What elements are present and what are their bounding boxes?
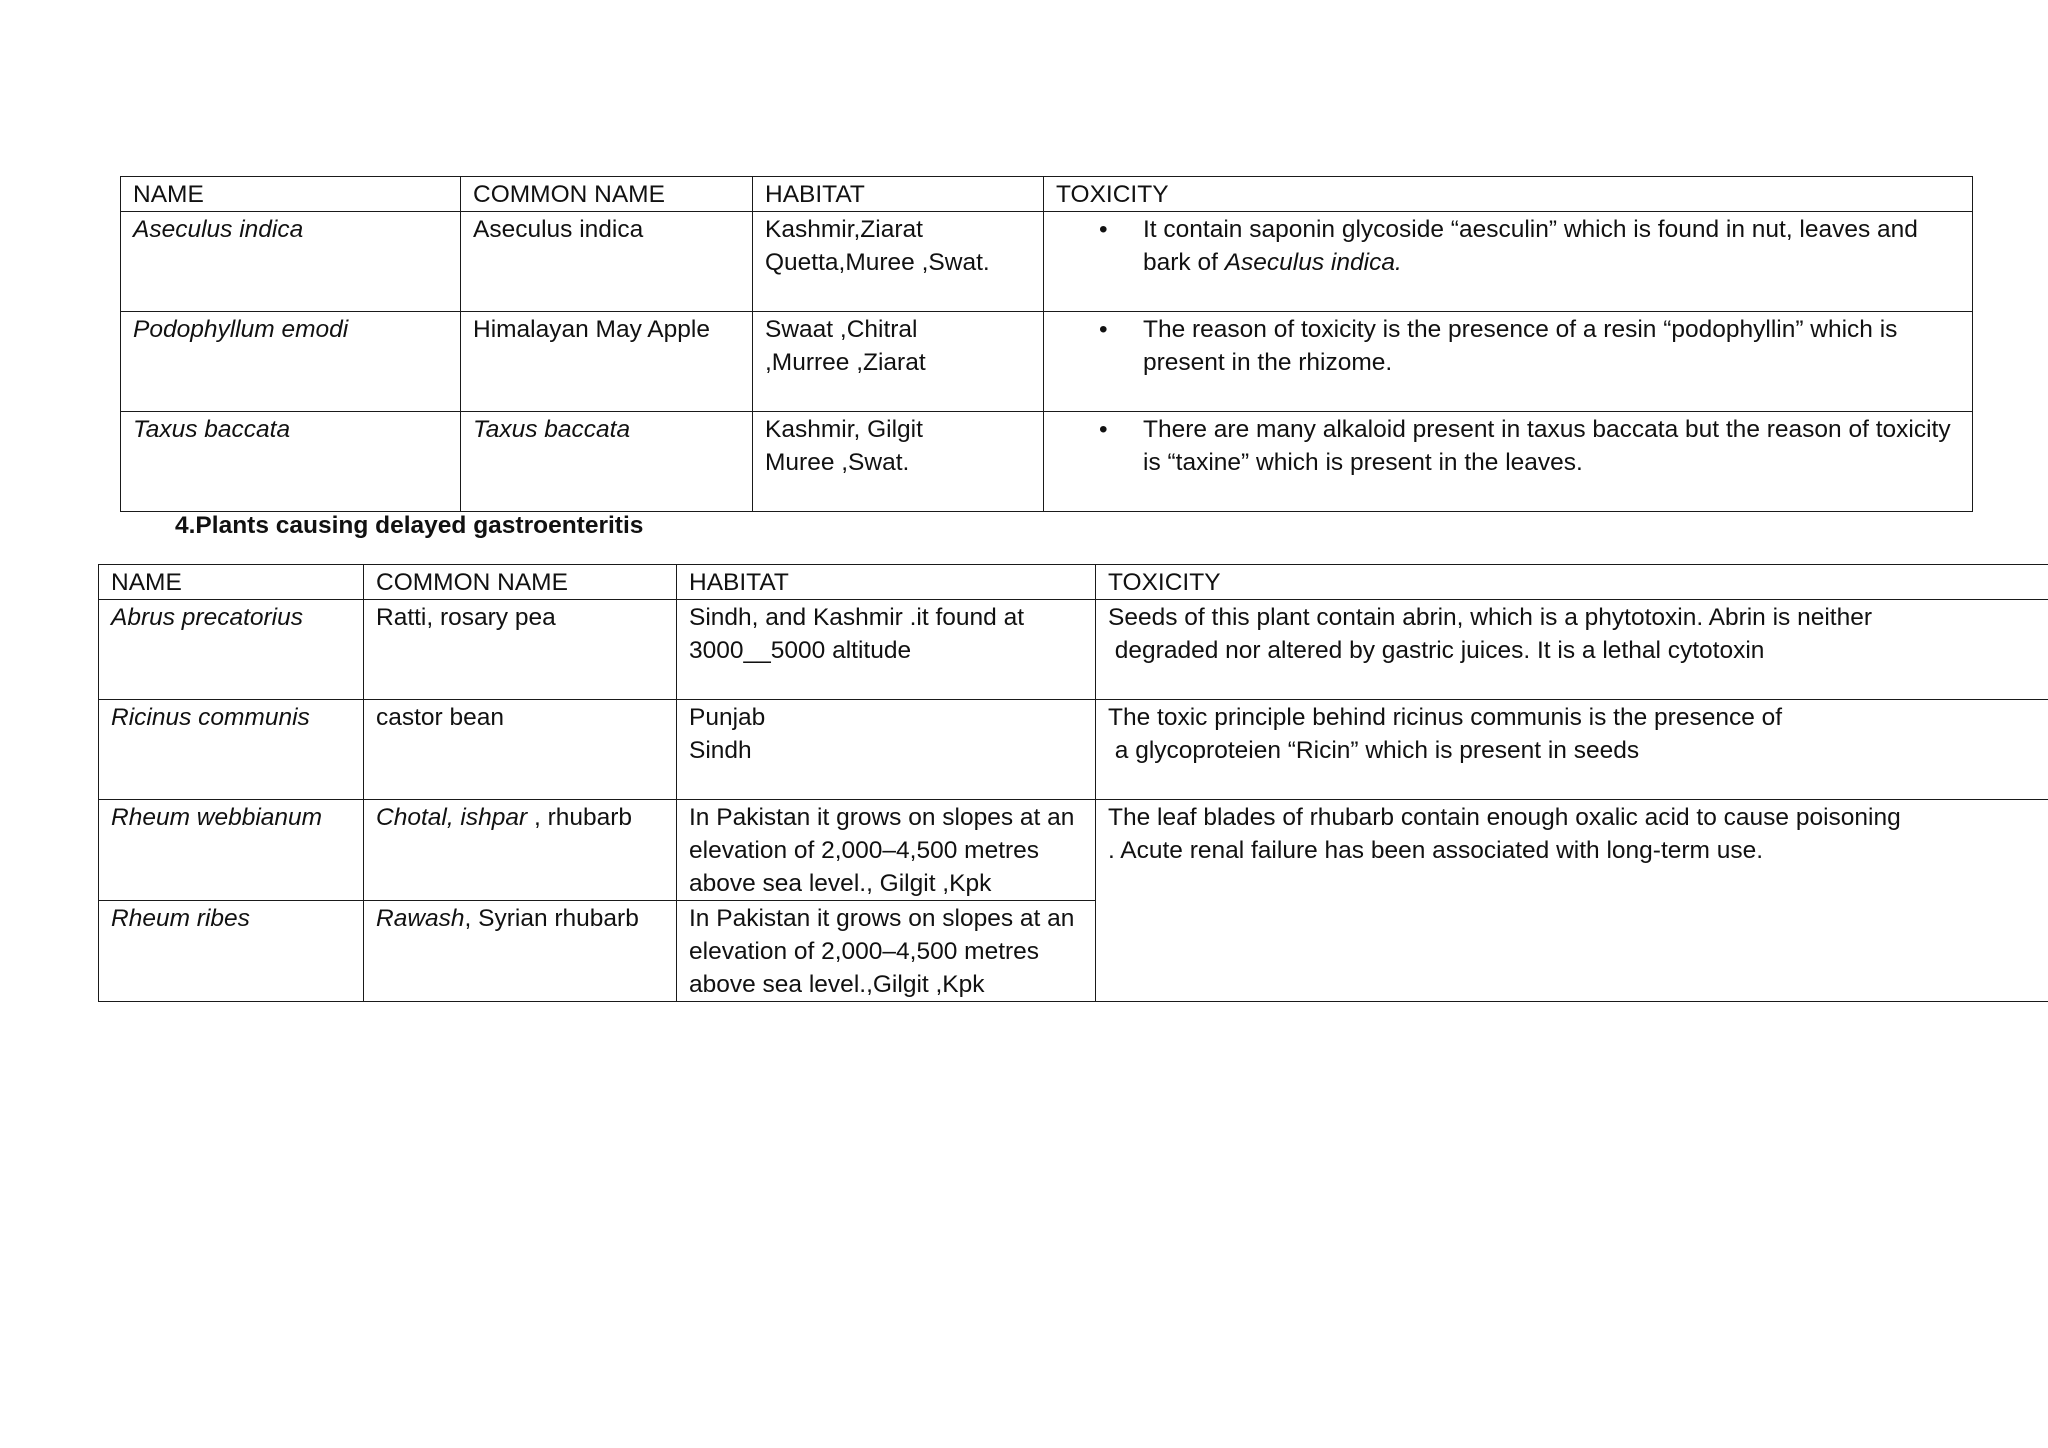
toxicity-line: Seeds of this plant contain abrin, which is a phytotoxin. Abrin is neither xyxy=(1108,604,1873,631)
cell-habitat xyxy=(753,212,1044,312)
cell-name: Taxus baccata xyxy=(121,412,461,512)
toxicity-list xyxy=(1056,313,1960,379)
table-row xyxy=(121,212,1973,312)
cell-common-name: Ratti, rosary pea xyxy=(364,600,677,700)
cell-name: Aseculus indica xyxy=(121,212,461,312)
cell-name: Rheum ribes xyxy=(99,901,364,1002)
cell-common-name: castor bean xyxy=(364,700,677,800)
toxicity-line: The leaf blades of rhubarb contain enough oxalic acid to cause poisoning xyxy=(1108,804,1901,831)
cell-common-name: Himalayan May Apple xyxy=(461,312,753,412)
table-row xyxy=(121,412,1973,512)
cell-habitat xyxy=(677,700,1096,800)
header-common-name: COMMON NAME xyxy=(364,565,677,600)
toxicity-text: It contain saponin glycoside “aesculin” which is found in nut, leaves and bark of xyxy=(1143,216,1918,276)
habitat-line: Muree ,Swat. xyxy=(765,449,910,476)
toxicity-species-italic: Aseculus indica. xyxy=(1224,249,1402,276)
habitat-line: above sea level., Gilgit ,Kpk xyxy=(689,870,992,897)
cell-habitat xyxy=(677,901,1096,1002)
common-name-local: Chotal, ishpar xyxy=(376,804,528,831)
table-row xyxy=(121,312,1973,412)
habitat-line: ,Murree ,Ziarat xyxy=(765,349,926,376)
habitat-line: above sea level.,Gilgit ,Kpk xyxy=(689,971,985,998)
toxicity-line: degraded nor altered by gastric juices. It is a lethal cytotoxin xyxy=(1108,637,1765,664)
cell-name: Rheum webbianum xyxy=(99,800,364,901)
toxicity-list xyxy=(1056,213,1960,279)
cell-toxicity xyxy=(1096,800,2048,1002)
habitat-line: In Pakistan it grows on slopes at an xyxy=(689,905,1075,932)
cell-habitat xyxy=(677,800,1096,901)
table-header-row xyxy=(99,565,2048,600)
cell-common-name xyxy=(364,901,677,1002)
plants-table-2 xyxy=(98,564,2048,1002)
table-header-row xyxy=(121,177,1973,212)
cell-toxicity xyxy=(1096,700,2048,800)
habitat-line: In Pakistan it grows on slopes at an xyxy=(689,804,1075,831)
toxicity-bullet: • There are many alkaloid present in taxus baccata but the reason of toxicity is “taxine” which is present in the leaves. xyxy=(1143,413,1960,479)
header-habitat: HABITAT xyxy=(753,177,1044,212)
common-name-english: , Syrian rhubarb xyxy=(464,905,639,932)
toxicity-bullet xyxy=(1143,213,1960,279)
habitat-line: Punjab xyxy=(689,704,766,731)
cell-toxicity xyxy=(1044,412,1973,512)
habitat-line: elevation of 2,000–4,500 metres xyxy=(689,837,1040,864)
header-common-name: COMMON NAME xyxy=(461,177,753,212)
cell-name: Ricinus communis xyxy=(99,700,364,800)
header-name: NAME xyxy=(121,177,461,212)
section-heading: 4.Plants causing delayed gastroenteritis xyxy=(175,512,644,539)
header-habitat: HABITAT xyxy=(677,565,1096,600)
cell-common-name: Aseculus indica xyxy=(461,212,753,312)
header-toxicity: TOXICITY xyxy=(1044,177,1973,212)
header-toxicity: TOXICITY xyxy=(1096,565,2048,600)
cell-name: Podophyllum emodi xyxy=(121,312,461,412)
cell-habitat xyxy=(753,312,1044,412)
cell-habitat xyxy=(677,600,1096,700)
habitat-line: Kashmir,Ziarat xyxy=(765,216,923,243)
toxicity-line: . Acute renal failure has been associated with long-term use. xyxy=(1108,837,1764,864)
cell-common-name xyxy=(364,800,677,901)
cell-toxicity xyxy=(1096,600,2048,700)
plants-table-1 xyxy=(120,176,1973,512)
habitat-line: Sindh xyxy=(689,737,752,764)
toxicity-list xyxy=(1056,413,1960,479)
habitat-line: 3000__5000 altitude xyxy=(689,637,912,664)
toxicity-line: The toxic principle behind ricinus communis is the presence of xyxy=(1108,704,1783,731)
habitat-line: Sindh, and Kashmir .it found at xyxy=(689,604,1025,631)
common-name-english: , rhubarb xyxy=(527,804,633,831)
cell-toxicity xyxy=(1044,212,1973,312)
header-name: NAME xyxy=(99,565,364,600)
habitat-line: Kashmir, Gilgit xyxy=(765,416,923,443)
table-row xyxy=(99,800,2048,901)
cell-habitat xyxy=(753,412,1044,512)
toxicity-bullet: • The reason of toxicity is the presence of a resin “podophyllin” which is present in the rhizome. xyxy=(1143,313,1960,379)
cell-name: Abrus precatorius xyxy=(99,600,364,700)
cell-common-name: Taxus baccata xyxy=(461,412,753,512)
toxicity-line: a glycoproteien “Ricin” which is present in seeds xyxy=(1108,737,1640,764)
table-row xyxy=(99,700,2048,800)
table-row xyxy=(99,600,2048,700)
habitat-line: elevation of 2,000–4,500 metres xyxy=(689,938,1040,965)
habitat-line: Swaat ,Chitral xyxy=(765,316,918,343)
cell-toxicity xyxy=(1044,312,1973,412)
habitat-line: Quetta,Muree ,Swat. xyxy=(765,249,990,276)
common-name-local: Rawash xyxy=(376,905,465,932)
